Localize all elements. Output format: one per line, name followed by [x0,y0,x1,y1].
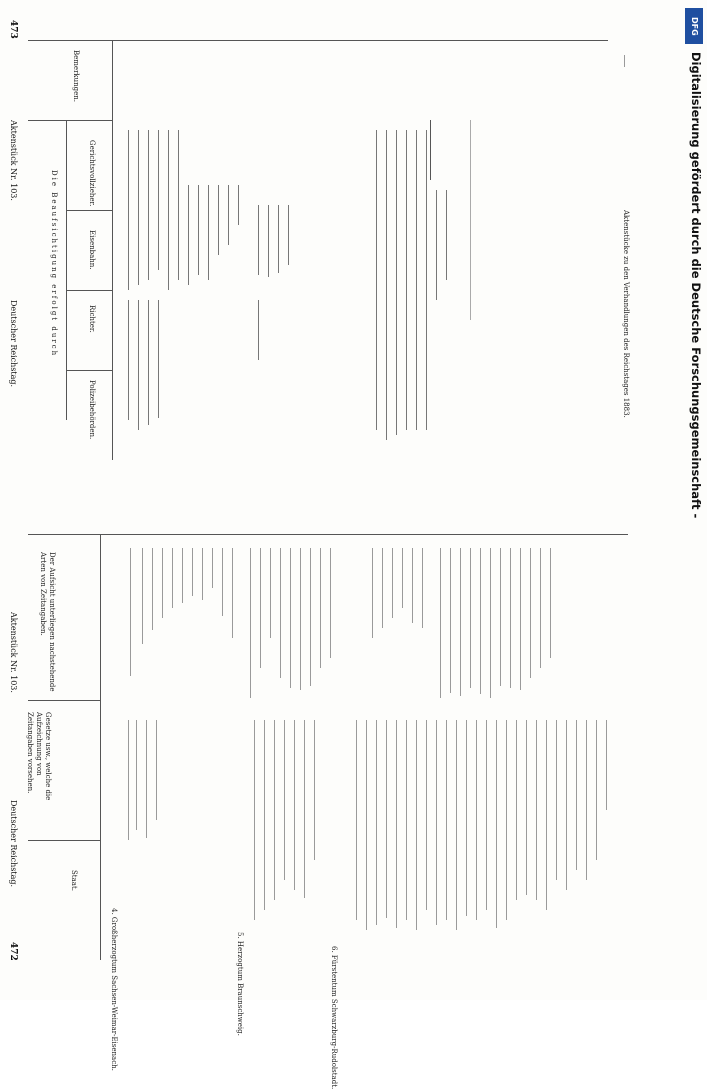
right-col-divider-b [66,210,112,211]
text-line [426,130,427,430]
text-line [446,190,447,280]
text-line [396,130,397,435]
right-col-head-bemerkungen: Bemerkungen. [72,50,80,103]
left-col-head-staat: Staat. [70,870,78,891]
text-line [208,185,209,280]
text-line [178,130,179,280]
text-line [128,130,129,290]
right-header-left: Deutscher Reichstag. [9,300,18,388]
text-line [268,205,269,277]
right-col-divider-d [66,370,112,371]
right-header-rule [112,40,113,460]
right-footer: Aktenstücke zu den Verhandlungen des Reichstages 1883. [622,210,630,418]
text-line [416,130,417,430]
section-title-schwarzburg: 6. Fürstentum Schwarzburg-Rudolstadt. [330,946,338,1089]
text-line [148,300,149,425]
left-col-head-zeit: Der Aufsicht unterliegen nachstehende Arten von Zeitangaben. [39,552,56,692]
text-line [128,300,129,420]
right-top-rule [28,40,608,41]
text-line [188,185,189,285]
text-line [148,130,149,280]
right-col-divider-a [66,120,112,121]
text-line [624,55,625,67]
right-header-span: Die Beaufsichtigung erfolgt durch [50,170,58,358]
left-header-center: Aktenstück Nr. 103. [9,612,18,693]
text-line [198,185,199,275]
text-line [258,205,259,275]
text-line [386,130,387,440]
left-header-left: Deutscher Reichstag. [9,800,18,888]
text-line [238,185,239,225]
right-span-rule [66,120,67,420]
right-header-right: Aktenstück Nr. 103. [9,120,18,201]
text-line [376,130,377,430]
section-title-weimar: 4. Großherzogtum Sachsen-Weimar-Eisenach. [110,908,118,1071]
text-line [218,185,219,255]
text-line [158,130,159,270]
text-line [278,205,279,273]
text-line [228,185,229,245]
text-line [406,130,407,430]
dfg-watermark-text: Digitalisierung gefördert durch die Deutsche Forschungsgemeinschaft - [689,52,703,519]
left-col-head-gesetze: Gesetze usw., welche die Aufzeichnung von Zeitangaben vorsehen. [26,712,52,801]
text-line [436,190,437,300]
text-line [168,130,169,290]
right-col-head-richter: Richter. [88,305,96,333]
right-bottom-rule [430,120,431,180]
text-line [138,300,139,430]
right-col-head-polizei: Polizeibehörden. [88,380,96,440]
right-col-head-eisenbahn: Eisenbahn. [88,230,96,270]
right-col-head-gv: Gerichtsvollzieher. [88,140,96,207]
text-line [138,130,139,285]
right-page-number: 473 [8,20,18,39]
left-page-number: 472 [8,942,18,961]
text-line [158,300,159,418]
text-line [288,205,289,265]
section-title-braunschweig: 5. Herzogtum Braunschweig. [236,932,244,1036]
dfg-logo: DFG [690,16,699,36]
right-col-divider-e [28,120,66,121]
right-col-divider-c [66,290,112,291]
text-line [258,300,259,360]
